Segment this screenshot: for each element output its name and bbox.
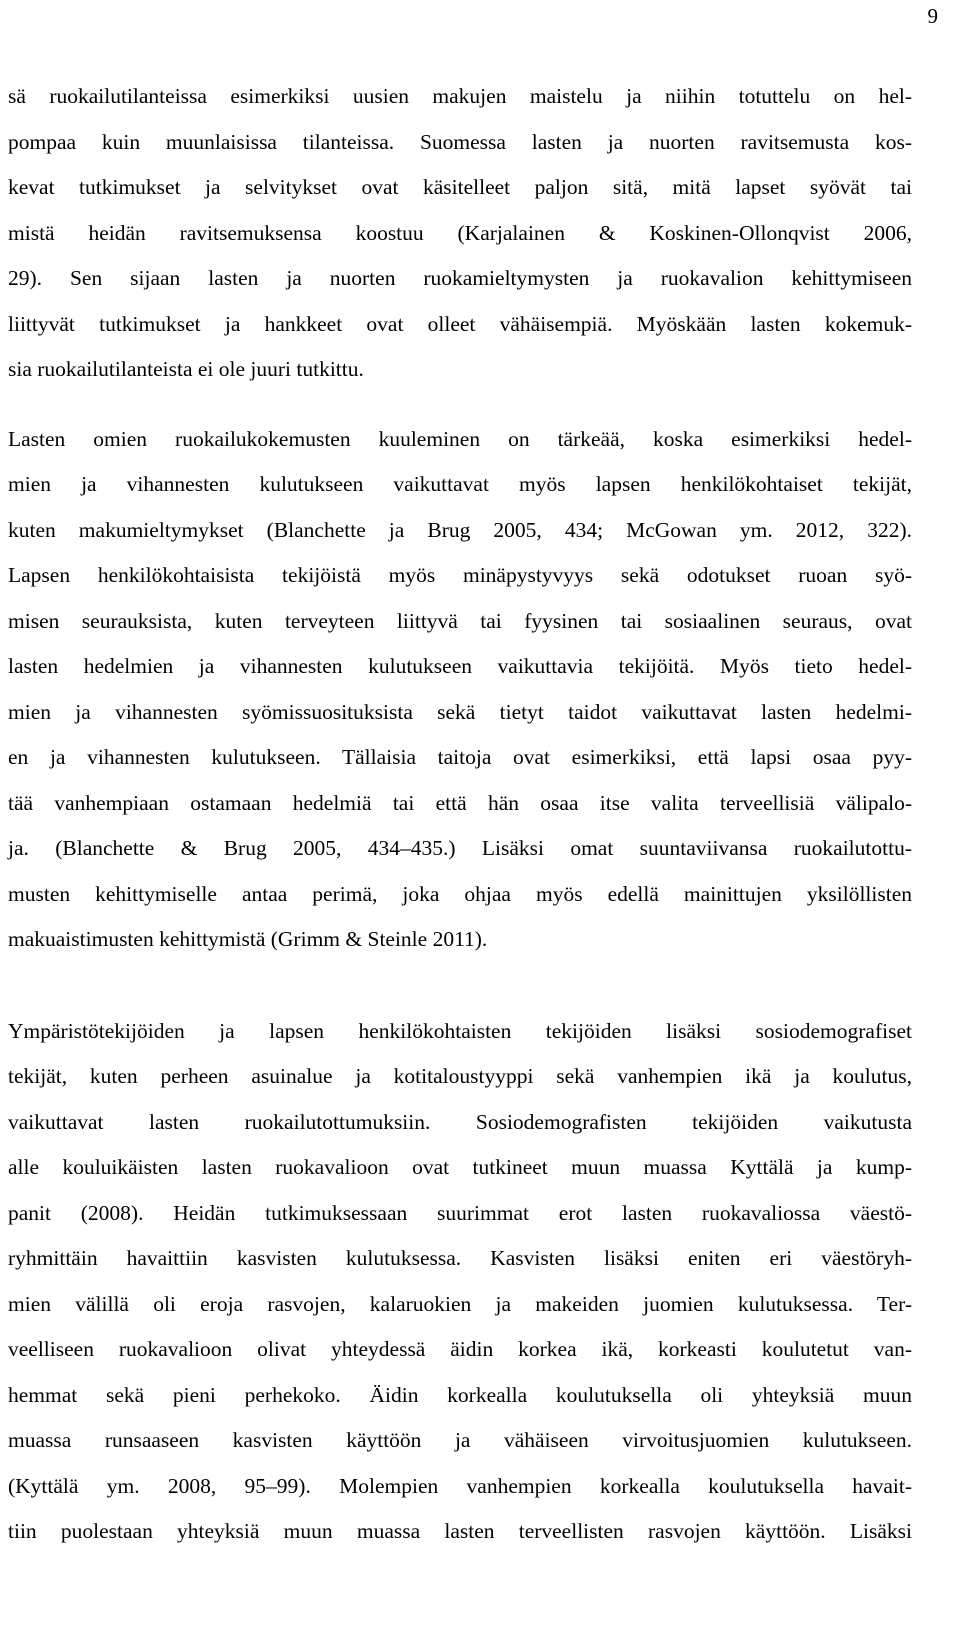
text-line: mien ja vihannesten syömissuosituksista sekä tietyt taidot vaikuttavat lasten hedelmi- (8, 699, 912, 724)
text-line: vaikuttavat lasten ruokailutottumuksiin. Sosiodemografisten tekijöiden vaikutusta (8, 1109, 912, 1134)
document-body (8, 84, 912, 1565)
text-line: misen seurauksista, kuten terveyteen liittyvä tai fyysinen tai sosiaalinen seuraus, ovat (8, 608, 912, 633)
text-line: panit (2008). Heidän tutkimuksessaan suurimmat erot lasten ruokavaliossa väestö- (8, 1200, 912, 1225)
text-line: kevat tutkimukset ja selvitykset ovat käsitelleet paljon sitä, mitä lapset syövät tai (8, 175, 912, 199)
text-line: mien ja vihannesten kulutukseen vaikuttavat myös lapsen henkilökohtaiset tekijät, (8, 472, 912, 496)
text-line: ja. (Blanchette & Brug 2005, 434–435.) Lisäksi omat suuntaviivansa ruokailutottu- (8, 836, 912, 860)
text-line: Lapsen henkilökohtaisista tekijöistä myös minäpystyvyys sekä odotukset ruoan syö- (8, 563, 912, 587)
text-line: mien välillä oli eroja rasvojen, kalaruokien ja makeiden juomien kulutuksessa. Ter- (8, 1291, 912, 1316)
paragraph-1 (8, 84, 912, 403)
text-line: Lasten omien ruokailukokemusten kuuleminen on tärkeää, koska esimerkiksi hedel- (8, 426, 912, 451)
text-line: 29). Sen sijaan lasten ja nuorten ruokamieltymysten ja ruokavalion kehittymiseen (8, 266, 912, 290)
text-line: sä ruokailutilanteissa esimerkiksi uusien makujen maistelu ja niihin totuttelu on hel- (8, 84, 912, 108)
text-line: pompaa kuin muunlaisissa tilanteissa. Suomessa lasten ja nuorten ravitsemusta kos- (8, 129, 912, 154)
text-line: veelliseen ruokavalioon olivat yhteydessä äidin korkea ikä, korkeasti koulutetut van- (8, 1337, 912, 1361)
text-line: liittyvät tutkimukset ja hankkeet ovat olleet vähäisempiä. Myöskään lasten kokemuk- (8, 311, 912, 336)
text-line: kuten makumieltymykset (Blanchette ja Brug 2005, 434; McGowan ym. 2012, 322). (8, 517, 912, 542)
text-line: Ympäristötekijöiden ja lapsen henkilökohtaisten tekijöiden lisäksi sosiodemografiset (8, 1018, 912, 1043)
text-line: lasten hedelmien ja vihannesten kulutukseen vaikuttavia tekijöitä. Myös tieto hedel- (8, 654, 912, 678)
page-number: 9 (927, 4, 938, 28)
text-line: hemmat sekä pieni perhekoko. Äidin korkealla koulutuksella oli yhteyksiä muun (8, 1382, 912, 1407)
text-line: sia ruokailutilanteista ei ole juuri tutkittu. (8, 357, 364, 381)
text-line: ryhmittäin havaittiin kasvisten kulutuksessa. Kasvisten lisäksi eniten eri väestöryh- (8, 1246, 912, 1270)
text-line: mistä heidän ravitsemuksensa koostuu (Karjalainen & Koskinen-Ollonqvist 2006, (8, 220, 912, 245)
text-line: tiin puolestaan yhteyksiä muun muassa lasten terveellisten rasvojen käyttöön. Lisäksi (8, 1519, 912, 1543)
text-line: tää vanhempiaan ostamaan hedelmiä tai että hän osaa itse valita terveellisiä välipalo- (8, 790, 912, 815)
text-line: makuaistimusten kehittymistä (Grimm & Steinle 2011). (8, 927, 488, 951)
paragraph-3 (8, 1019, 912, 1565)
paragraph-spacer (8, 973, 912, 1019)
text-line: alle kouluikäisten lasten ruokavalioon ovat tutkineet muun muassa Kyttälä ja kump- (8, 1155, 912, 1179)
text-line: muassa runsaaseen kasvisten käyttöön ja vähäiseen virvoitusjuomien kulutukseen. (8, 1428, 912, 1452)
text-line: tekijät, kuten perheen asuinalue ja kotitaloustyyppi sekä vanhempien ikä ja koulutus, (8, 1064, 912, 1088)
paragraph-2 (8, 427, 912, 973)
text-line: musten kehittymiselle antaa perimä, joka ohjaa myös edellä mainittujen yksilöllisten (8, 881, 912, 906)
text-line: (Kyttälä ym. 2008, 95–99). Molempien vanhempien korkealla koulutuksella havait- (8, 1473, 912, 1498)
paragraph-spacer (8, 403, 912, 427)
text-line: en ja vihannesten kulutukseen. Tällaisia taitoja ovat esimerkiksi, että lapsi osaa pyy- (8, 745, 912, 769)
